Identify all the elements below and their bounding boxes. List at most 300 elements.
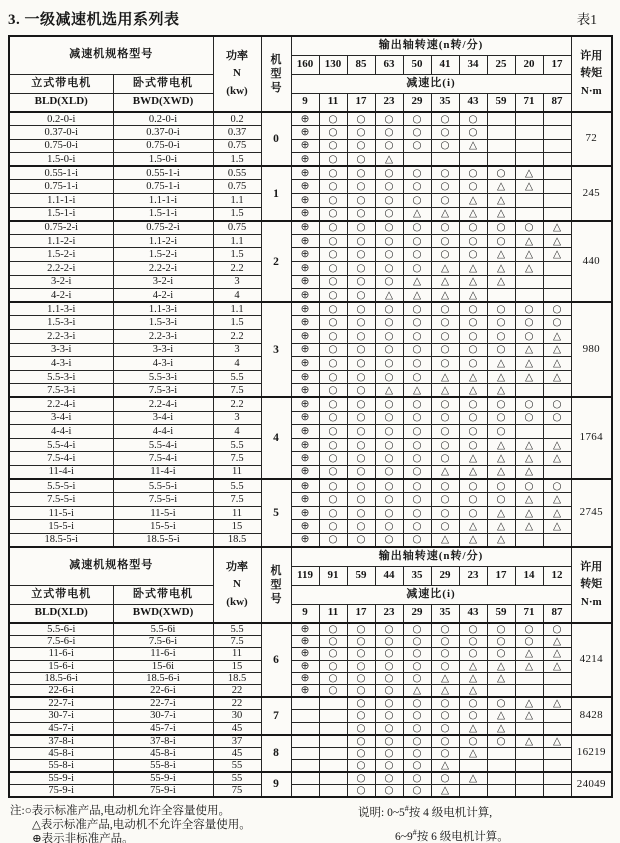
table-row: [9, 735, 612, 748]
limited-product-mark: △: [459, 384, 487, 398]
empty-mark-cell: [543, 153, 571, 167]
limited-product-mark: △: [543, 648, 571, 660]
nonstandard-product-mark: ⊕: [291, 648, 319, 660]
table-row: [9, 672, 612, 684]
limited-product-mark: △: [431, 384, 459, 398]
power-kw-cell: 3: [213, 343, 261, 357]
standard-product-mark: ○: [515, 623, 543, 636]
bld-model-cell: 15-5-i: [9, 520, 113, 534]
standard-product-mark: ○: [403, 660, 431, 672]
limited-product-mark: △: [543, 506, 571, 520]
standard-product-mark: ○: [319, 623, 347, 636]
limited-product-mark: △: [459, 660, 487, 672]
standard-product-mark: ○: [403, 262, 431, 276]
table-header: [9, 547, 612, 623]
standard-product-mark: ○: [375, 697, 403, 710]
standard-product-mark: ○: [375, 248, 403, 262]
bwd-model-cell: 1.1-3-i: [113, 302, 213, 316]
nonstandard-product-mark: ⊕: [291, 384, 319, 398]
standard-product-mark: ○: [459, 506, 487, 520]
machine-group-7: [9, 697, 612, 734]
bwd-model-cell: 2.2-3-i: [113, 330, 213, 344]
bwd-model-cell: 37-8-i: [113, 735, 213, 748]
standard-product-mark: ○: [431, 493, 459, 507]
standard-product-mark: ○: [403, 772, 431, 785]
power-kw-cell: 3: [213, 275, 261, 289]
standard-product-mark: ○: [403, 784, 431, 797]
table-row: [9, 397, 612, 411]
standard-product-mark: ○: [347, 648, 375, 660]
standard-product-mark: ○: [431, 710, 459, 722]
machine-no-cell: 4: [261, 397, 291, 479]
limited-product-mark: △: [487, 357, 515, 371]
table-row: [9, 370, 612, 384]
machine-model-no-header: 机 型 号: [261, 547, 291, 623]
ratio-value: 59: [487, 604, 515, 623]
nonstandard-product-mark: ⊕: [291, 370, 319, 384]
bld-model-cell: 37-8-i: [9, 735, 113, 748]
speed-value: 29: [431, 566, 459, 585]
standard-product-mark: ○: [347, 370, 375, 384]
standard-product-mark: ○: [347, 166, 375, 180]
empty-mark-cell: [319, 747, 347, 759]
standard-product-mark: ○: [403, 221, 431, 235]
empty-mark-cell: [543, 139, 571, 153]
standard-product-mark: ○: [403, 465, 431, 479]
bwd-model-cell: 0.75-0-i: [113, 139, 213, 153]
ratio-value: 9: [291, 93, 319, 112]
standard-product-mark: ○: [459, 343, 487, 357]
machine-no-cell: 1: [261, 166, 291, 220]
power-kw-cell: 1.5: [213, 153, 261, 167]
standard-product-mark: ○: [375, 623, 403, 636]
empty-mark-cell: [487, 139, 515, 153]
limited-product-mark: △: [543, 452, 571, 466]
bld-model-cell: 4-2-i: [9, 289, 113, 303]
standard-product-mark: ○: [319, 533, 347, 547]
standard-product-mark: ○: [431, 397, 459, 411]
bwd-model-cell: 11-5-i: [113, 506, 213, 520]
limited-product-mark: △: [487, 672, 515, 684]
limited-product-mark: △: [403, 685, 431, 698]
limited-product-mark: △: [459, 772, 487, 785]
limited-product-mark: △: [543, 735, 571, 748]
standard-product-mark: ○: [487, 302, 515, 316]
standard-product-mark: ○: [319, 685, 347, 698]
limited-product-mark: △: [487, 520, 515, 534]
standard-product-mark: ○: [403, 343, 431, 357]
standard-product-mark: ○: [319, 221, 347, 235]
standard-product-mark: ○: [347, 710, 375, 722]
ratio-value: 11: [319, 604, 347, 623]
empty-mark-cell: [515, 139, 543, 153]
limited-product-mark: △: [431, 275, 459, 289]
table-row: [9, 520, 612, 534]
standard-product-mark: ○: [487, 425, 515, 439]
limited-product-mark: △: [543, 438, 571, 452]
standard-product-mark: ○: [431, 636, 459, 648]
standard-product-mark: ○: [375, 194, 403, 208]
table-row: [9, 465, 612, 479]
nonstandard-product-mark: ⊕: [291, 357, 319, 371]
table-header: [9, 36, 612, 112]
standard-product-mark: ○: [403, 623, 431, 636]
standard-product-mark: ○: [375, 710, 403, 722]
torque-cell: 440: [571, 221, 612, 303]
standard-product-mark: ○: [319, 262, 347, 276]
standard-product-mark: ○: [431, 425, 459, 439]
empty-mark-cell: [487, 126, 515, 140]
power-kw-cell: 5.5: [213, 438, 261, 452]
empty-mark-cell: [291, 759, 319, 772]
limited-product-mark: △: [515, 262, 543, 276]
standard-product-mark: ○: [319, 330, 347, 344]
ratio-value: 17: [347, 93, 375, 112]
standard-product-mark: ○: [375, 302, 403, 316]
standard-product-mark: ○: [375, 234, 403, 248]
nonstandard-product-mark: ⊕: [291, 302, 319, 316]
standard-product-mark: ○: [459, 221, 487, 235]
bwd-model-cell: 45-7-i: [113, 722, 213, 735]
standard-product-mark: ○: [319, 248, 347, 262]
standard-product-mark: ○: [375, 112, 403, 126]
power-kw-cell: 0.37: [213, 126, 261, 140]
standard-product-mark: ○: [431, 248, 459, 262]
table-row: [9, 784, 612, 797]
machine-model-no-header: 机 型 号: [261, 36, 291, 112]
limited-product-mark: △: [487, 370, 515, 384]
nonstandard-product-mark: ⊕: [291, 493, 319, 507]
standard-product-mark: ○: [319, 112, 347, 126]
empty-mark-cell: [543, 207, 571, 221]
standard-product-mark: ○: [375, 452, 403, 466]
limited-product-mark: △: [487, 452, 515, 466]
empty-mark-cell: [291, 784, 319, 797]
standard-product-mark: ○: [347, 465, 375, 479]
ratio-value: 43: [459, 93, 487, 112]
standard-product-mark: ○: [347, 153, 375, 167]
limited-product-mark: △: [543, 234, 571, 248]
standard-product-mark: ○: [459, 126, 487, 140]
standard-product-mark: ○: [431, 234, 459, 248]
standard-product-mark: ○: [375, 722, 403, 735]
bld-model-cell: 11-6-i: [9, 648, 113, 660]
table-row: [9, 636, 612, 648]
table-row: [9, 452, 612, 466]
standard-product-mark: ○: [375, 747, 403, 759]
standard-product-mark: ○: [459, 648, 487, 660]
bwd-model-cell: 5.5-3-i: [113, 370, 213, 384]
horizontal-code-header: BWD(XWD): [113, 93, 213, 112]
standard-product-mark: ○: [347, 384, 375, 398]
bld-model-cell: 4-3-i: [9, 357, 113, 371]
speed-value: 23: [459, 566, 487, 585]
standard-product-mark: ○: [431, 330, 459, 344]
bld-model-cell: 75-9-i: [9, 784, 113, 797]
bwd-model-cell: 7.5-5-i: [113, 493, 213, 507]
table-row: [9, 248, 612, 262]
standard-product-mark: ○: [347, 112, 375, 126]
empty-mark-cell: [515, 289, 543, 303]
speed-value: 44: [375, 566, 403, 585]
bld-model-cell: 1.5-0-i: [9, 153, 113, 167]
superscript-hash: #: [404, 803, 409, 813]
standard-product-mark: ○: [375, 479, 403, 493]
nonstandard-product-mark: ⊕: [291, 126, 319, 140]
bld-model-cell: 1.1-1-i: [9, 194, 113, 208]
power-kw-cell: 18.5: [213, 533, 261, 547]
standard-product-mark: ○: [375, 465, 403, 479]
limited-product-mark: △: [459, 275, 487, 289]
limited-product-mark: △: [515, 697, 543, 710]
limited-product-mark: △: [431, 685, 459, 698]
limited-product-mark: △: [543, 697, 571, 710]
bwd-model-cell: 0.37-0-i: [113, 126, 213, 140]
machine-group-9: [9, 772, 612, 797]
machine-group-0: [9, 112, 612, 166]
standard-product-mark: ○: [515, 221, 543, 235]
standard-product-mark: ○: [431, 221, 459, 235]
standard-product-mark: ○: [403, 479, 431, 493]
standard-product-mark: ○: [515, 636, 543, 648]
explanation-text: 6~9: [395, 830, 413, 843]
table-row: [9, 623, 612, 636]
standard-product-mark: ○: [403, 411, 431, 425]
machine-group-1: [9, 166, 612, 220]
vertical-code-header: BLD(XLD): [9, 604, 113, 623]
nonstandard-product-mark: ⊕: [291, 112, 319, 126]
standard-product-mark: ○: [319, 506, 347, 520]
bwd-model-cell: 1.1-1-i: [113, 194, 213, 208]
machine-no-cell: 3: [261, 302, 291, 397]
limited-product-mark: △: [515, 438, 543, 452]
standard-product-mark: ○: [347, 697, 375, 710]
bld-model-cell: 11-4-i: [9, 465, 113, 479]
limited-product-mark: △: [515, 357, 543, 371]
limited-product-mark: △: [403, 207, 431, 221]
table-row: [9, 697, 612, 710]
bwd-model-cell: 30-7-i: [113, 710, 213, 722]
standard-product-mark: ○: [347, 180, 375, 194]
horizontal-motor-header: 卧式带电机: [113, 74, 213, 93]
legend-line-circle-plus: ⊕表示非标准产品。: [32, 832, 134, 843]
standard-product-mark: ○: [403, 722, 431, 735]
standard-product-mark: ○: [319, 493, 347, 507]
standard-product-mark: ○: [319, 275, 347, 289]
standard-product-mark: ○: [347, 126, 375, 140]
standard-product-mark: ○: [403, 747, 431, 759]
standard-product-mark: ○: [319, 316, 347, 330]
standard-product-mark: ○: [487, 330, 515, 344]
standard-product-mark: ○: [459, 636, 487, 648]
standard-product-mark: ○: [319, 139, 347, 153]
power-kw-cell: 7.5: [213, 493, 261, 507]
standard-product-mark: ○: [403, 112, 431, 126]
bwd-model-cell: 0.55-1-i: [113, 166, 213, 180]
standard-product-mark: ○: [319, 672, 347, 684]
standard-product-mark: ○: [375, 425, 403, 439]
standard-product-mark: ○: [403, 316, 431, 330]
empty-mark-cell: [487, 685, 515, 698]
empty-mark-cell: [543, 710, 571, 722]
standard-product-mark: ○: [515, 411, 543, 425]
standard-product-mark: ○: [403, 425, 431, 439]
empty-mark-cell: [515, 112, 543, 126]
standard-product-mark: ○: [431, 438, 459, 452]
empty-mark-cell: [543, 112, 571, 126]
standard-product-mark: ○: [375, 660, 403, 672]
standard-product-mark: ○: [487, 166, 515, 180]
empty-mark-cell: [543, 275, 571, 289]
empty-mark-cell: [543, 533, 571, 547]
standard-product-mark: ○: [347, 520, 375, 534]
bwd-model-cell: 18.5-6-i: [113, 672, 213, 684]
standard-product-mark: ○: [319, 384, 347, 398]
standard-product-mark: ○: [515, 479, 543, 493]
table-row: [9, 139, 612, 153]
standard-product-mark: ○: [319, 289, 347, 303]
standard-product-mark: ○: [403, 506, 431, 520]
power-kw-cell: 1.1: [213, 234, 261, 248]
standard-product-mark: ○: [375, 411, 403, 425]
bld-model-cell: 7.5-5-i: [9, 493, 113, 507]
vertical-code-header: BLD(XLD): [9, 93, 113, 112]
standard-product-mark: ○: [319, 126, 347, 140]
power-kw-cell: 7.5: [213, 452, 261, 466]
standard-product-mark: ○: [347, 411, 375, 425]
standard-product-mark: ○: [403, 330, 431, 344]
machine-group-4: [9, 397, 612, 479]
power-kw-cell: 11: [213, 465, 261, 479]
empty-mark-cell: [543, 126, 571, 140]
standard-product-mark: ○: [515, 316, 543, 330]
standard-product-mark: ○: [319, 180, 347, 194]
bwd-model-cell: 1.5-0-i: [113, 153, 213, 167]
limited-product-mark: △: [543, 343, 571, 357]
machine-no-cell: 9: [261, 772, 291, 797]
bwd-model-cell: 22-7-i: [113, 697, 213, 710]
speed-value: 91: [319, 566, 347, 585]
limited-product-mark: △: [431, 465, 459, 479]
machine-group-5: [9, 479, 612, 547]
bld-model-cell: 5.5-3-i: [9, 370, 113, 384]
standard-product-mark: ○: [375, 166, 403, 180]
bld-model-cell: 0.75-0-i: [9, 139, 113, 153]
limited-product-mark: △: [515, 465, 543, 479]
table-row: [9, 506, 612, 520]
limited-product-mark: △: [487, 207, 515, 221]
bld-model-cell: 4-4-i: [9, 425, 113, 439]
standard-product-mark: ○: [347, 357, 375, 371]
ratio-value: 11: [319, 93, 347, 112]
bld-model-cell: 7.5-3-i: [9, 384, 113, 398]
standard-product-mark: ○: [431, 411, 459, 425]
bld-model-cell: 3-3-i: [9, 343, 113, 357]
power-kw-cell: 3: [213, 411, 261, 425]
limited-product-mark: △: [543, 248, 571, 262]
empty-mark-cell: [487, 784, 515, 797]
empty-mark-cell: [543, 722, 571, 735]
power-kw-cell: 30: [213, 710, 261, 722]
standard-product-mark: ○: [375, 506, 403, 520]
standard-product-mark: ○: [487, 411, 515, 425]
empty-mark-cell: [543, 425, 571, 439]
table-row: [9, 166, 612, 180]
standard-product-mark: ○: [319, 397, 347, 411]
power-kw-cell: 22: [213, 685, 261, 698]
table-row: [9, 289, 612, 303]
standard-product-mark: ○: [347, 289, 375, 303]
standard-product-mark: ○: [487, 648, 515, 660]
ratio-value: 29: [403, 93, 431, 112]
empty-mark-cell: [515, 275, 543, 289]
table-row: [9, 685, 612, 698]
standard-product-mark: ○: [375, 648, 403, 660]
standard-product-mark: ○: [347, 139, 375, 153]
table-row: [9, 262, 612, 276]
table-row: [9, 153, 612, 167]
nonstandard-product-mark: ⊕: [291, 533, 319, 547]
standard-product-mark: ○: [375, 343, 403, 357]
standard-product-mark: ○: [375, 221, 403, 235]
standard-product-mark: ○: [375, 126, 403, 140]
nonstandard-product-mark: ⊕: [291, 221, 319, 235]
torque-cell: 245: [571, 166, 612, 220]
standard-product-mark: ○: [347, 194, 375, 208]
ratio-value: 23: [375, 604, 403, 623]
standard-product-mark: ○: [403, 248, 431, 262]
standard-product-mark: ○: [459, 710, 487, 722]
standard-product-mark: ○: [319, 660, 347, 672]
bwd-model-cell: 7.5-6-i: [113, 636, 213, 648]
bld-model-cell: 15-6-i: [9, 660, 113, 672]
limited-product-mark: △: [375, 384, 403, 398]
standard-product-mark: ○: [319, 425, 347, 439]
standard-product-mark: ○: [431, 139, 459, 153]
symbol-legend: [10, 805, 340, 843]
limited-product-mark: △: [543, 370, 571, 384]
bwd-model-cell: 15-5-i: [113, 520, 213, 534]
nonstandard-product-mark: ⊕: [291, 330, 319, 344]
bwd-model-cell: 3-3-i: [113, 343, 213, 357]
output-speed-header: 输出轴转速(n转/分): [291, 547, 571, 566]
reduction-ratio-header: 减速比(i): [291, 585, 571, 604]
table-row: [9, 112, 612, 126]
power-kw-cell: 5.5: [213, 623, 261, 636]
power-kw-cell: 11: [213, 506, 261, 520]
standard-product-mark: ○: [319, 357, 347, 371]
bld-model-cell: 1.5-1-i: [9, 207, 113, 221]
limited-product-mark: △: [459, 262, 487, 276]
standard-product-mark: ○: [347, 438, 375, 452]
torque-cell: 72: [571, 112, 612, 166]
power-kw-cell: 37: [213, 735, 261, 748]
speed-value: 63: [375, 55, 403, 74]
standard-product-mark: ○: [459, 180, 487, 194]
speed-value: 20: [515, 55, 543, 74]
speed-value: 17: [543, 55, 571, 74]
bld-model-cell: 2.2-4-i: [9, 397, 113, 411]
power-kw-cell: 55: [213, 772, 261, 785]
limited-product-mark: △: [515, 370, 543, 384]
limited-product-mark: △: [459, 194, 487, 208]
spec-model-header: 减速机规格型号: [9, 547, 213, 585]
bld-model-cell: 5.5-6-i: [9, 623, 113, 636]
standard-product-mark: ○: [319, 411, 347, 425]
empty-mark-cell: [487, 289, 515, 303]
empty-mark-cell: [543, 194, 571, 208]
limited-product-mark: △: [515, 234, 543, 248]
